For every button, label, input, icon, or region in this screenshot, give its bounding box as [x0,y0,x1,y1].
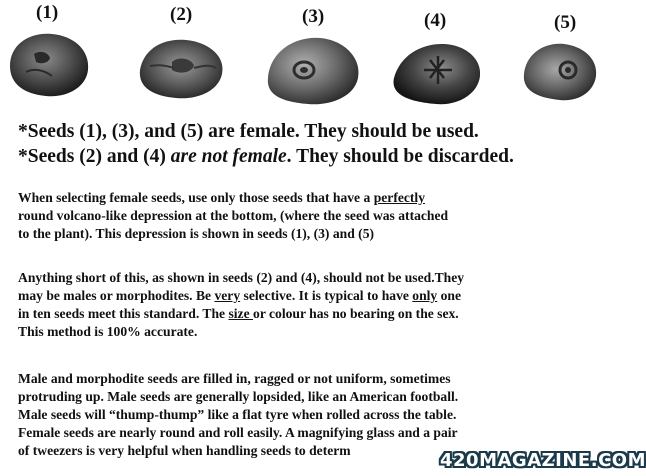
para2-underline-very: very [214,288,241,303]
site-watermark: 420MAGAZINE.COM [440,450,646,471]
headline2-suffix: . They should be discarded. [286,146,514,167]
para1-text-a: When selecting female seeds, use only those seeds that have a [18,190,374,205]
paragraph-discard-rule [18,269,593,341]
seed-3 [264,6,364,108]
para2-text-d: or colour has no bearing on the sex. This method is 100% accurate. [18,306,459,339]
para2-underline-only: only [412,288,438,303]
seed-photo-row [0,0,600,120]
seed-4 [390,10,486,110]
seed-5 [520,12,600,106]
para2-text-a: Anything short of this, as shown in seeds (2) and (4), should not be used.They may be males or morphodites. Be [18,270,465,303]
seed-1-label: (1) [36,2,59,23]
headline2-prefix: *Seeds (2) and (4) [18,146,171,167]
seed-2-label: (2) [170,4,193,25]
para1-underline-perfectly: perfectly [373,190,426,205]
seed-4-label: (4) [424,10,447,31]
headline-not-female-seeds [18,145,514,169]
seed-5-label: (5) [554,12,577,33]
headline-female-seeds: *Seeds (1), (3), and (5) are female. They should be used. [18,121,479,142]
seed-male-icon [136,26,228,104]
seed-female-icon [4,24,94,102]
para2-text-c: one in ten seeds meet this standard. The [18,288,462,321]
seed-male-icon [390,32,486,110]
paragraph-male-seed-traits: Male and morphodite seeds are filled in, ragged or not uniform, sometimes protruding up. Male seeds are generally lopsided, like an American football. Male seeds will “thump-thump” like a flat tyre when rolled across the table. Female seeds are nearly round and roll easily. A magnifying glass and a pair of tweezers is very helpful when handling seeds to determ [18,371,459,458]
seed-1 [4,2,94,102]
paragraph-selection-rule [18,189,593,243]
headline2-emphasis: are not female [170,146,287,167]
para2-text-b: selective. It is typical to have [240,288,413,303]
seed-2 [136,4,228,104]
para2-underline-size: size [228,306,254,321]
seed-female-icon [520,34,600,106]
seed-3-label: (3) [302,6,325,27]
seed-female-icon [264,28,364,108]
para1-text-b: round volcano-like depression at the bottom, (where the seed was attached to the plant). This depression is shown in seeds (1), (3) and (5) [18,208,449,241]
